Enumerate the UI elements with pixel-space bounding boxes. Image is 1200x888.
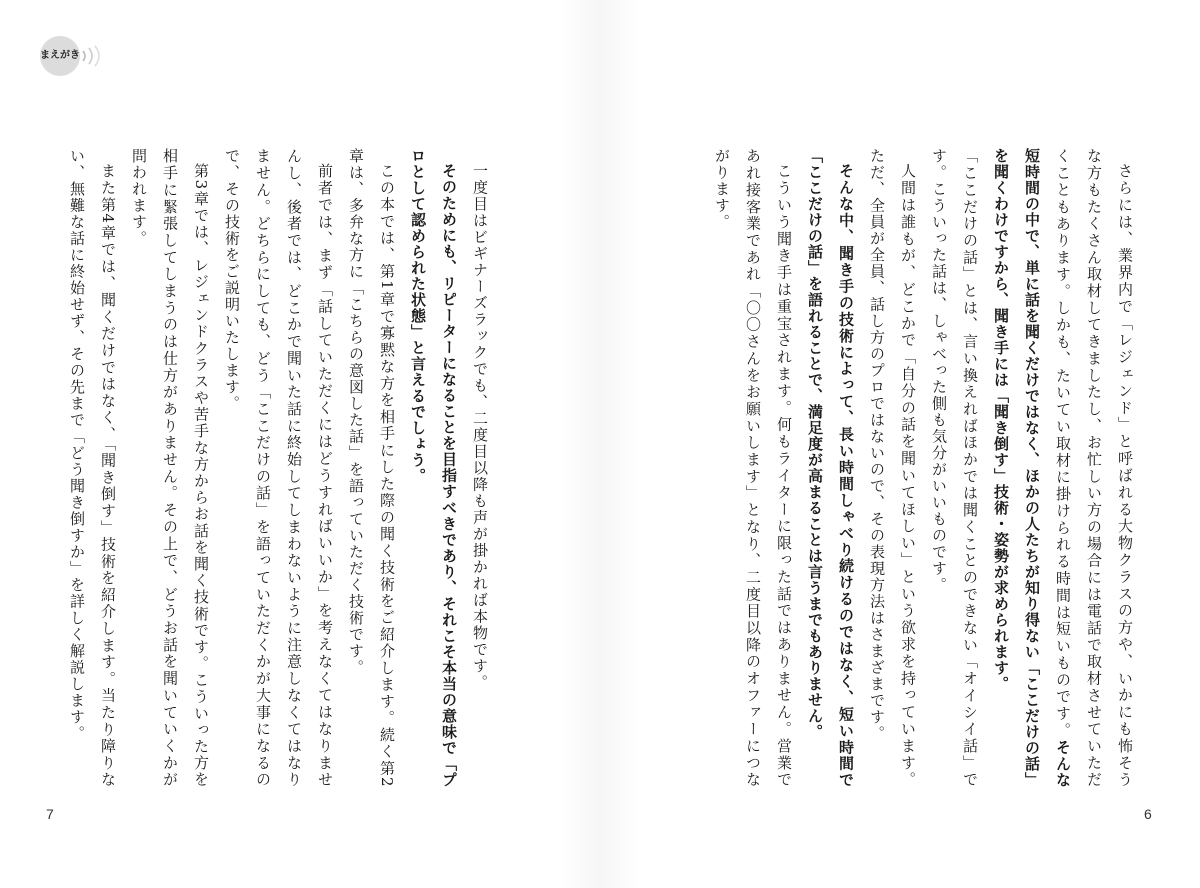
left-page-body xyxy=(55,148,495,788)
paragraph xyxy=(340,148,402,788)
body-text: こういう聞き手は重宝されます。何もライターに限った話ではありません。営業であれ接客業であれ「〇〇さんをお願いします」となり、二度目以降のオファーにつながります。 xyxy=(713,148,793,788)
body-text: さらには、業界内で「レジェンド」と呼ばれる大物クラスの方や、いかにも怖そうな方もたくさん取材してきましたし、お忙しい方の場合には電話で取材させていただくこともあります。しかも、たいてい取材に掛けられる時間は短いものです。 xyxy=(1054,148,1134,788)
paragraph xyxy=(985,148,1140,788)
body-text: 一度目はビギナーズラックでも、二度目以降も声が掛かれば本物です。 xyxy=(471,163,489,691)
body-text: 人間は誰もが、どこかで「自分の話を聞いてほしい」という欲求を持っています。ただ、全員が全員、話し方のプロではないので、その表現方法はさまざまです。 xyxy=(868,148,917,788)
gutter-shadow xyxy=(560,0,640,888)
paragraph xyxy=(123,148,216,788)
body-text: 第3章では、レジェンドクラスや苦手な方からお話を聞く技術です。こういった方を相手に緊張してしまうのは仕方がありません。その上で、どうお話を聞いていくかが問われます。 xyxy=(130,148,210,788)
body-text: この本では、第1章で寡黙な方を相手にした際の聞く技術をご紹介します。続く第2章は、多弁な方に「こちらの意図した話」を語っていただく技術です。 xyxy=(347,148,396,788)
body-text: 「ここだけの話」とは、言い換えればほかでは聞くことのできない「オイシイ話」です。こういった話は、しゃべった側も気分がいいものです。 xyxy=(930,148,979,788)
emphasis-text: そのためにも、リピーターになることを目指すべきであり、それこそ本当の意味で「プロとして認められた状態」と言えるでしょう。 xyxy=(409,148,458,788)
sound-wave-icon xyxy=(80,45,104,67)
section-label: まえがき xyxy=(40,50,80,61)
paragraph xyxy=(464,148,495,788)
page-number-left: 7 xyxy=(46,806,54,822)
paragraph xyxy=(61,148,123,788)
emphasis-text: そんな中、聞き手の技術によって、長い時間しゃべり続けるのではなく、短い時間で「ここだけの話」を語れることで、満足度が高まることは言うまでもありません。 xyxy=(806,148,855,788)
paragraph xyxy=(402,148,464,788)
paragraph xyxy=(706,148,799,788)
section-badge xyxy=(40,36,102,76)
paragraph xyxy=(861,148,923,788)
body-text: また第4章では、聞くだけではなく、「聞き倒す」技術を紹介します。当たり障りない、無難な話に終始せず、その先まで「どう聞き倒すか」を詳しく解説します。 xyxy=(68,148,117,788)
emphasis-text: そんな短時間の中で、単に話を聞くだけではなく、ほかの人たちが知り得ない「ここだけの話」を聞くわけですから、聞き手には「聞き倒す」技術・姿勢が求められます。 xyxy=(992,148,1072,788)
paragraph xyxy=(799,148,861,788)
paragraph xyxy=(216,148,340,788)
right-page-body xyxy=(670,148,1140,788)
body-text: 前者では、まず「話していただくにはどうすればいいか」を考えなくてはなりませんし、後者では、どこかで聞いた話に終始してしまわないように注意しなくてはなりません。どちらにしても、どう「ここだけの話」を語っていただくかが大事になるので、その技術をご説明いたします。 xyxy=(223,148,334,788)
paragraph xyxy=(923,148,985,788)
page-number-right: 6 xyxy=(1144,806,1152,822)
